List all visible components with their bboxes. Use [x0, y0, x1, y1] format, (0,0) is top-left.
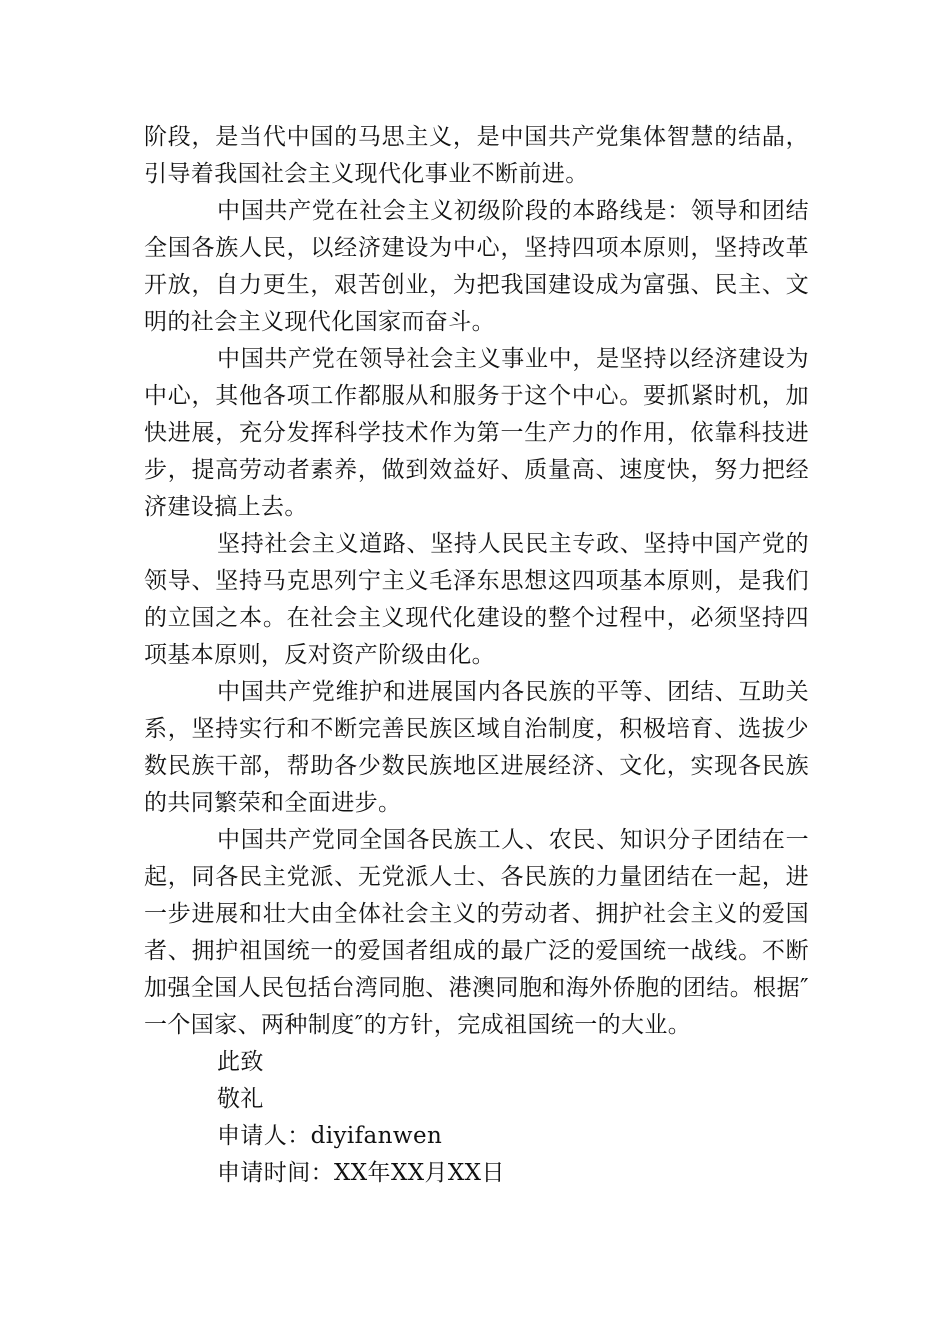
- closing-salutation: 此致: [217, 1049, 264, 1075]
- paragraph-four-principles: 坚持社会主义道路、坚持人民民主专政、坚持中国产党的领导、坚持马克思列宁主义毛泽东思想这四项基本原则，是我们的立国之本。在社会主义现代化建设的整个过程中，必须坚持四项基本原则，反对资产阶级由化。: [144, 531, 809, 668]
- applicant-line: 申请人：diyifanwen: [217, 1123, 443, 1149]
- paragraph-united-front: 中国共产党同全国各民族工人、农民、知识分子团结在一起，同各民主党派、无党派人士、各民族的力量团结在一起，进一步进展和壮大由全体社会主义的劳动者、拥护社会主义的爱国者、拥护祖国统一的爱国者组成的最广泛的爱国统一战线。不断加强全国人民包括台湾同胞、港澳同胞和海外侨胞的团结。根据″一个国家、两种制度″的方针，完成祖国统一的大业。: [144, 827, 809, 1038]
- closing-regards: 敬礼: [217, 1086, 264, 1112]
- application-date: 申请时间：XX年XX月XX日: [217, 1160, 505, 1186]
- document-body: [144, 119, 809, 1192]
- paragraph-continuation: 阶段，是当代中国的马思主义，是中国共产党集体智慧的结晶，引导着我国社会主义现代化事业不断前进。: [144, 124, 809, 187]
- paragraph-economic-center: 中国共产党在领导社会主义事业中，是坚持以经济建设为中心，其他各项工作都服从和服务于这个中心。要抓紧时机，加快进展，充分发挥科学技术作为第一生产力的作用，依靠科技进步，提高劳动者素养，做到效益好、质量高、速度快，努力把经济建设搞上去。: [144, 346, 809, 520]
- paragraph-ethnic-unity: 中国共产党维护和进展国内各民族的平等、团结、互助关系，坚持实行和不断完善民族区域自治制度，积极培育、选拔少数民族干部，帮助各少数民族地区进展经济、文化，实现各民族的共同繁荣和全面进步。: [144, 679, 809, 816]
- paragraph-basic-line: 中国共产党在社会主义初级阶段的本路线是：领导和团结全国各族人民，以经济建设为中心，坚持四项本原则，坚持改革开放，自力更生，艰苦创业，为把我国建设成为富强、民主、文明的社会主义现代化国家而奋斗。: [144, 198, 809, 335]
